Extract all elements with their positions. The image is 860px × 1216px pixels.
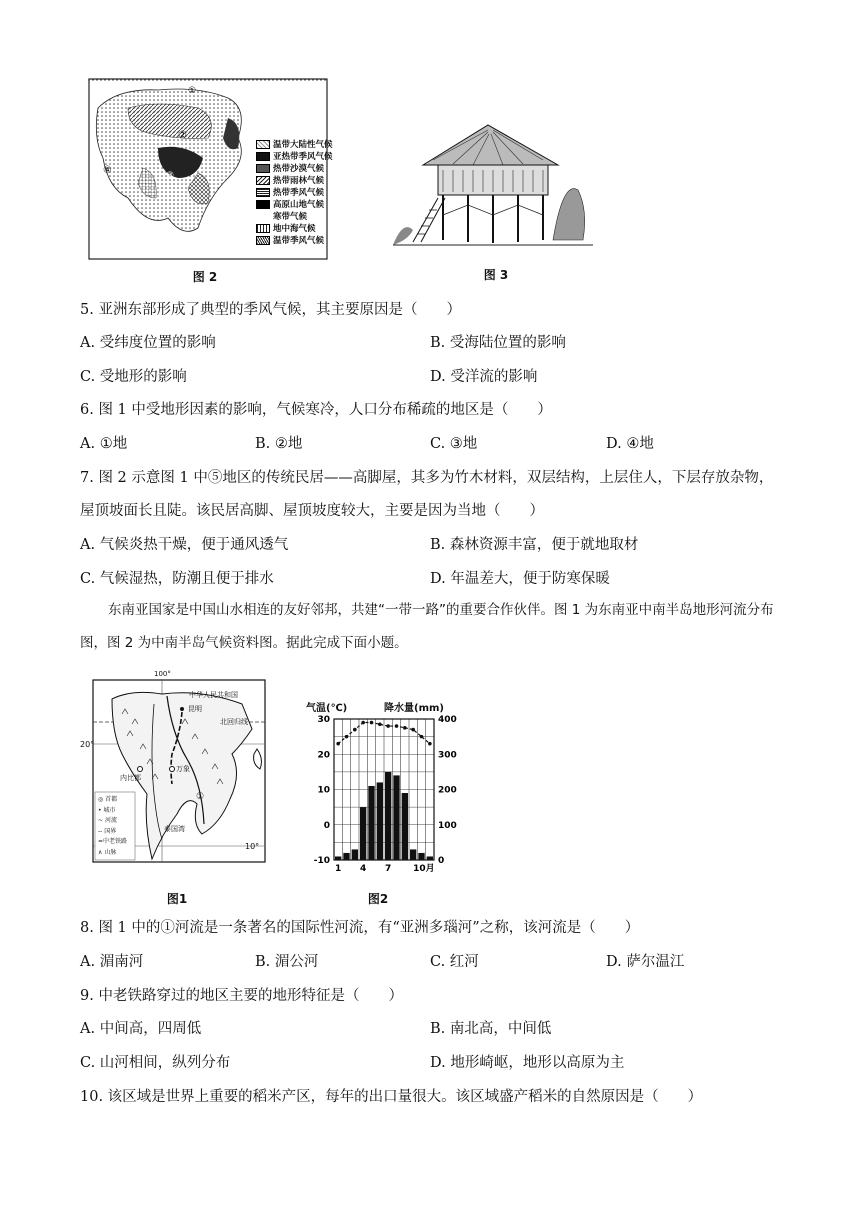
question-6-option-b[interactable]: B. ②地 [255, 436, 303, 452]
intro-paragraph: 东南亚国家是中国山水相连的友好邻邦，共建“一带一路”的重要合作伙伴。图 1 为东南亚中南半岛地形河流分布图，图 2 为中南半岛气候资料图。据此完成下面小题。 [80, 602, 774, 651]
label-lat-10: 10° [245, 842, 260, 851]
temperature-point [353, 728, 357, 732]
month-tick-label: 7 [385, 864, 392, 874]
temp-tick-label: 0 [323, 820, 330, 831]
figure-2-climate-map [88, 78, 333, 260]
precip-bar [352, 849, 358, 860]
question-7-option-d[interactable]: D. 年温差大，便于防寒保暖 [430, 571, 610, 587]
legend-river: ~ 河流 [98, 817, 117, 824]
question-5-option-d[interactable]: D. 受洋流的影响 [430, 369, 538, 385]
map-1-caption: 图1 [166, 892, 188, 906]
legend-item: 热带季风气候 [256, 186, 324, 198]
legend-mountain: ∧ 山脉 [98, 848, 117, 856]
svg-text:④: ④ [103, 165, 112, 176]
legend-item: 温带大陆性气候 [256, 138, 333, 150]
precip-bar [360, 807, 366, 860]
label-river-1: ① [196, 792, 205, 802]
question-6-option-c[interactable]: C. ③地 [430, 436, 478, 452]
label-kunming: 昆明 [188, 705, 202, 713]
figure-2-caption: 图 2 [192, 270, 218, 284]
map-legend [256, 138, 333, 256]
question-6-option-a[interactable]: A. ①地 [80, 436, 128, 452]
chart-2-caption: 图2 [367, 892, 389, 906]
question-6-stem: 6. 图 1 中受地形因素的影响，气候寒冷，人口分布稀疏的地区是（ ） [80, 402, 552, 418]
month-tick-label: 4 [360, 864, 367, 874]
legend-item: 高原山地气候 [256, 198, 324, 210]
temp-tick-label: 10 [317, 785, 330, 796]
question-5-option-c[interactable]: C. 受地形的影响 [80, 369, 187, 385]
label-vientiane: 万象 [176, 765, 190, 773]
climate-chart-svg [298, 695, 468, 880]
temp-tick-label: 20 [317, 750, 330, 761]
precip-bar [402, 793, 408, 860]
legend-capital: ◎ 首都 [98, 796, 118, 803]
question-8-option-d[interactable]: D. 萨尔温江 [606, 954, 685, 970]
precip-tick-label: 0 [438, 856, 445, 866]
label-gulf: 泰国湾 [164, 825, 185, 833]
temperature-point [361, 721, 365, 725]
label-naypyidaw: 内比都 [120, 774, 141, 782]
question-7-stem-line-2: 屋顶坡面长且陡。该民居高脚、屋顶坡度较大，主要是因为当地（ ） [80, 503, 544, 519]
legend-item: 热带雨林气候 [256, 174, 324, 186]
question-5-stem: 5. 亚洲东部形成了典型的季风气候，其主要原因是（ ） [80, 302, 461, 318]
map-indochina [80, 670, 267, 864]
temperature-point [420, 735, 424, 739]
temp-tick-label: -10 [313, 856, 330, 866]
precip-bar [427, 856, 433, 860]
question-8-option-b[interactable]: B. 湄公河 [255, 954, 319, 970]
question-5-option-a[interactable]: A. 受纬度位置的影响 [80, 335, 216, 351]
temp-axis-label: 气温(℃) [306, 703, 348, 714]
question-9-option-b[interactable]: B. 南北高，中间低 [430, 1021, 552, 1037]
temperature-point [345, 735, 349, 739]
legend-item: 热带沙漠气候 [256, 162, 324, 174]
precip-bar [385, 772, 391, 860]
precip-bar [418, 853, 424, 860]
svg-text:③: ③ [166, 171, 175, 181]
question-8-option-c[interactable]: C. 红河 [430, 954, 479, 970]
legend-item: 地中海气候 [256, 222, 316, 234]
legend-railway: =中老铁路 [98, 838, 128, 845]
figure-3-stilt-house [393, 120, 593, 250]
temperature-point [403, 726, 407, 730]
precip-axis-label: 降水量(mm) [384, 703, 444, 714]
legend-item: 寒带气候 [256, 210, 307, 222]
temperature-point [370, 721, 374, 725]
temperature-point [336, 742, 340, 746]
month-tick-label: 10月 [413, 864, 435, 874]
question-8-option-a[interactable]: A. 湄南河 [80, 954, 144, 970]
label-country: 中华人民共和国 [189, 691, 238, 699]
temperature-point [378, 722, 382, 726]
precip-bar [335, 856, 341, 860]
climate-chart [298, 695, 468, 880]
legend-item: 亚热带季风气候 [256, 150, 333, 162]
precip-bar [393, 775, 399, 860]
stilt-house-image [393, 120, 593, 250]
question-7-option-b[interactable]: B. 森林资源丰富，便于就地取材 [430, 537, 639, 553]
precip-tick-label: 300 [438, 750, 457, 761]
precip-bar [377, 782, 383, 860]
label-lon-100: 100° [154, 670, 171, 678]
legend-border: -- 国界 [98, 827, 117, 835]
temperature-point [395, 724, 399, 728]
label-tropic: 北回归线 [220, 718, 248, 726]
map-legend-items [98, 795, 127, 858]
precip-tick-label: 400 [438, 715, 457, 725]
figure-3-caption: 图 3 [483, 268, 509, 282]
label-lat-20: 20° [80, 740, 95, 749]
question-5-option-b[interactable]: B. 受海陆位置的影响 [430, 335, 566, 351]
precip-tick-label: 100 [438, 820, 457, 831]
legend-item: 温带季风气候 [256, 234, 324, 246]
temp-tick-label: 30 [317, 715, 330, 725]
temperature-point [386, 724, 390, 728]
precip-bar [343, 853, 349, 860]
question-7-stem-line-1: 7. 图 2 示意图 1 中⑤地区的传统民居——高脚屋，其多为竹木材料，双层结构，上层住人，下层存放杂物， [80, 470, 774, 486]
question-9-option-d[interactable]: D. 地形崎岖，地形以高原为主 [430, 1055, 625, 1071]
precip-bar [368, 786, 374, 860]
question-9-stem: 9. 中老铁路穿过的地区主要的地形特征是（ ） [80, 988, 403, 1004]
precip-tick-label: 200 [438, 785, 457, 796]
precip-bar [410, 849, 416, 860]
temperature-point [411, 728, 415, 732]
question-8-stem: 8. 图 1 中的①河流是一条著名的国际性河流，有“亚洲多瑙河”之称，该河流是（ ） [80, 920, 640, 936]
legend-city: • 城市 [98, 806, 116, 814]
question-10-stem: 10. 该区域是世界上重要的稻米产区，每年的出口量很大。该区域盛产稻米的自然原因是（ ） [80, 1089, 703, 1105]
question-7-option-a[interactable]: A. 气候炎热干燥，便于通风透气 [80, 537, 289, 553]
temperature-point [428, 742, 432, 746]
question-9-option-c[interactable]: C. 山河相间，纵列分布 [80, 1055, 231, 1071]
svg-text:①: ① [188, 86, 197, 96]
month-tick-label: 1 [335, 864, 342, 874]
question-7-option-c[interactable]: C. 气候湿热，防潮且便于排水 [80, 571, 274, 587]
question-6-option-d[interactable]: D. ④地 [606, 436, 654, 452]
question-9-option-a[interactable]: A. 中间高，四周低 [80, 1021, 202, 1037]
svg-text:②: ② [178, 130, 187, 141]
